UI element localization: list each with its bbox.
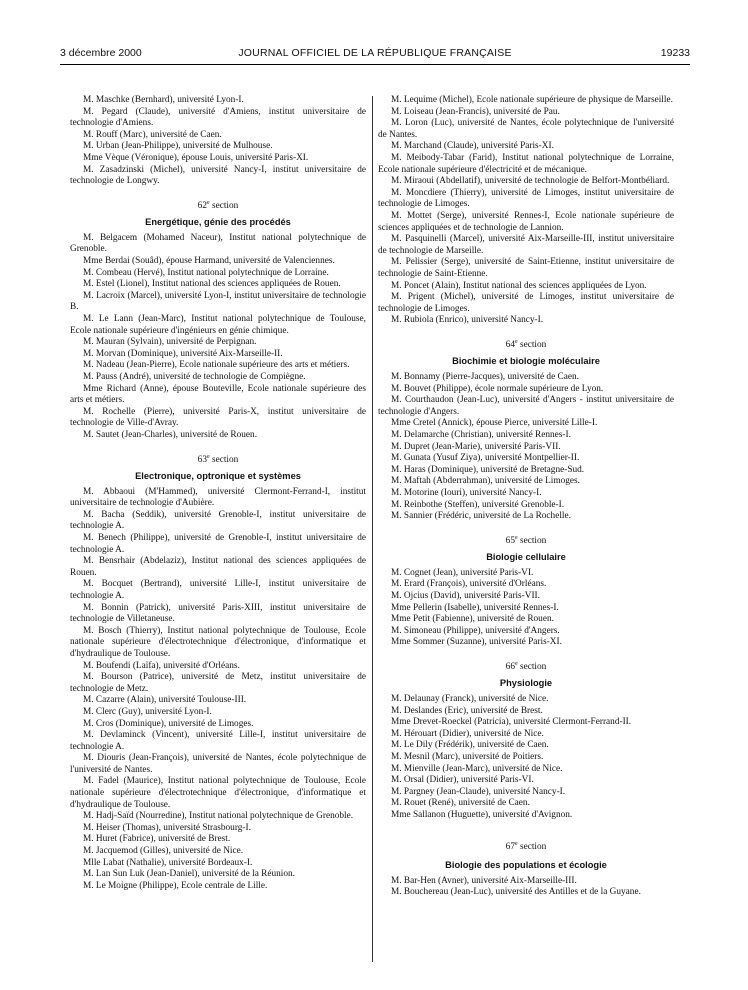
appointment-entry: M. Erard (François), université d'Orléans.	[391, 579, 547, 590]
appointment-entry: M. Le Lann (Jean-Marc), Institut national polytechnique de Toulouse, Ecole nationale supérieure d'ingénieurs en génie chimique.	[70, 314, 366, 336]
appointment-entry: M. Combeau (Hervé), Institut national polytechnique de Lorraine.	[83, 267, 329, 278]
page-header	[60, 44, 690, 62]
appointment-entry: M. Rochelle (Pierre), université Paris-X, institut universitaire de technologie de Ville-d'Avray.	[70, 406, 366, 429]
appointment-entry: M. Miraoui (Abdellatif), université de technologie de Belfort-Montbéliard.	[391, 176, 670, 187]
header-date: 3 décembre 2000	[60, 47, 142, 59]
appointment-entry: M. Bosch (Thierry), Institut national polytechnique de Toulouse, Ecole nationale supérieure d'électrotechnique d'électronique, d'informatique et d'hydraulique de Toulouse.	[70, 625, 366, 659]
appointment-entry: M. Bocquet (Bertrand), université Lille-I, institut universitaire de technologie A.	[70, 579, 366, 601]
right-intro-list	[378, 95, 674, 327]
appointment-entry: M. Huret (Fabrice), université de Brest.	[83, 834, 231, 845]
appointment-entry: M. Delaunay (Franck), université de Nice.	[391, 694, 549, 705]
appointment-entry: M. Mesnil (Marc), université de Poitiers.	[391, 752, 544, 762]
appointment-entry: M. Estel (Lionel), Institut national des sciences appliquées de Rouen.	[83, 279, 341, 290]
appointment-entry: M. Belgacem (Mohamed Naceur), Institut national polytechnique de Grenoble.	[70, 232, 366, 255]
column-divider	[372, 96, 373, 962]
appointment-entry: M. Boufendi (Laïfa), université d'Orléans.	[83, 660, 240, 671]
section-title-62: Energétique, génie des procédés	[145, 216, 291, 227]
appointment-entry: M. Bouchereau (Jean-Luc), université des Antilles et de la Guyane.	[391, 887, 641, 898]
section-title-63: Electronique, optronique et systèmes	[135, 470, 301, 481]
appointment-entry: M. Jacquemod (Gilles), université de Nice.	[83, 846, 244, 857]
appointment-entry: M. Delamarche (Christian), université Rennes-I.	[391, 429, 571, 440]
appointment-entry: M. Clerc (Guy), université Lyon-I.	[83, 706, 212, 717]
appointment-entry: M. Le Dily (Frédérik), université de Caen.	[391, 740, 549, 751]
appointment-entry: M. Bonnin (Patrick), université Paris-XIII, institut universitaire de technologie de Villetaneuse.	[70, 602, 366, 625]
appointment-entry: Mlle Labat (Nathalie), université Bordeaux-I.	[83, 857, 253, 868]
appointment-entry: M. Abbaoui (M'Hammed), université Clermont-Ferrand-I, institut universitaire de technologie d'Aubière.	[70, 486, 366, 509]
appointment-entry: M. Gunata (Yusuf Ziya), université Montpellier-II.	[391, 453, 580, 464]
appointment-entry: M. Bourson (Patrice), université de Metz, institut universitaire de technologie de Metz.	[70, 672, 366, 694]
appointment-entry: M. Cazarre (Alain), université Toulouse-III.	[83, 695, 247, 706]
appointment-entry: M. Moncdiere (Thierry), université de Limoges, institut universitaire de technologie de Limoges.	[378, 187, 674, 210]
appointment-entry: Mme Sallanon (Huguette), université d'Avignon.	[391, 809, 573, 820]
appointment-entry: M. Benech (Philippe), université de Grenoble-I, institut universitaire de technologie A.	[70, 533, 366, 555]
appointment-entry: Mme Richard (Anne), épouse Bouteville, Ecole nationale supérieure des arts et métiers.	[70, 383, 366, 406]
appointment-entry: M. Meibody-Tabar (Farid), Institut national polytechnique de Lorraine, Ecole nationale supérieure d'électricité et de mécanique.	[378, 152, 674, 175]
appointment-entry: M. Haras (Dominique), université de Bretagne-Sud.	[391, 464, 585, 475]
appointment-entry: Mme Vèque (Véronique), épouse Louis, université Paris-XI.	[83, 152, 309, 163]
appointment-entry: M. Hadj-Saïd (Nourredine), Institut national polytechnique de Grenoble.	[83, 811, 354, 822]
section-heading-66: 66e section	[505, 660, 547, 673]
header-rule	[60, 64, 690, 65]
appointment-entry: M. Pelissier (Serge), université de Saint-Etienne, institut universitaire de technologie de Saint-Etienne.	[378, 257, 674, 279]
left-intro-list	[70, 95, 366, 188]
section-title-65: Biologie cellulaire	[486, 551, 566, 562]
section-67-list	[378, 876, 674, 899]
section-heading-65: 65e section	[505, 534, 547, 546]
appointment-entry: M. Rouet (René), université de Caen.	[391, 798, 530, 809]
section-title-67: Biologie des populations et écologie	[445, 859, 607, 870]
section-heading-67: 67e section	[505, 840, 547, 852]
appointment-entry: M. Mauran (Sylvain), université de Perpignan.	[83, 337, 257, 348]
appointment-entry: M. Heiser (Thomas), université Strasbourg-I.	[83, 822, 251, 833]
appointment-entry: M. Deslandes (Eric), université de Brest.	[391, 705, 543, 716]
appointment-entry: M. Pasquinelli (Marcel), université Aix-Marseille-III, institut universitaire de technologie de Marseille.	[378, 234, 674, 256]
appointment-entry: M. Loron (Luc), université de Nantes, école polytechnique de l'université de Nantes.	[378, 118, 674, 140]
section-66-list	[378, 694, 674, 822]
appointment-entry: M. Maschke (Bernhard), université Lyon-I.	[83, 95, 244, 105]
appointment-entry: M. Lan Sun Luk (Jean-Daniel), université de la Réunion.	[83, 869, 295, 880]
appointment-entry: M. Morvan (Dominique), université Aix-Marseille-II.	[83, 348, 283, 359]
appointment-entry: M. Mottet (Serge), université Rennes-I, Ecole nationale supérieure de sciences appliquées et de technologie de Lannion.	[378, 210, 674, 233]
appointment-entry: M. Le Moigne (Philippe), Ecole centrale de Lille.	[83, 880, 268, 891]
section-title-66: Physiologie	[499, 678, 553, 689]
appointment-entry: M. Pauss (André), université de technologie de Compiègne.	[83, 371, 306, 382]
appointment-entry: M. Bonnamy (Pierre-Jacques), université de Caen.	[391, 371, 579, 382]
section-62-list	[70, 233, 366, 442]
appointment-entry: Mme Drevet-Roeckel (Patricia), université Clermont-Ferrand-II.	[391, 717, 632, 728]
appointment-entry: M. Maftah (Abderrahman), université de Limoges.	[391, 476, 580, 487]
appointment-entry: M. Ojcius (David), université Paris-VII.	[391, 590, 540, 601]
appointment-entry: M. Reinbothe (Steffen), université Grenoble-I.	[391, 499, 565, 510]
appointment-entry: M. Rubiola (Enrico), université Nancy-I.	[391, 315, 544, 326]
section-heading-63: 63e section	[197, 453, 239, 465]
appointment-entry: M. Bensrhair (Abdelaziz), Institut national des sciences appliquées de Rouen.	[70, 556, 366, 578]
appointment-entry: M. Sannier (Frédéric, université de La Rochelle.	[391, 511, 571, 522]
appointment-entry: M. Lequime (Michel), Ecole nationale supérieure de physique de Marseille.	[391, 95, 673, 105]
appointment-entry: M. Lacroix (Marcel), université Lyon-I, institut universitaire de technologie B.	[70, 290, 366, 313]
appointment-entry: M. Pargney (Jean-Claude), université Nancy-I.	[391, 786, 566, 797]
appointment-entry: M. Motorine (Iouri), université Nancy-I.	[391, 487, 542, 498]
appointment-entry: M. Cros (Dominique), université de Limoges.	[83, 718, 254, 729]
right-column	[378, 95, 674, 899]
appointment-entry: M. Diouris (Jean-François), université de Nantes, école polytechnique de l'université de Nantes.	[70, 753, 366, 775]
appointment-entry: Mme Sommer (Suzanne), université Paris-XI.	[391, 637, 562, 648]
appointment-entry: M. Mienville (Jean-Marc), université de Nice.	[391, 763, 563, 774]
appointment-entry: M. Urban (Jean-Philippe), université de Mulhouse.	[83, 141, 273, 152]
section-64-list	[378, 372, 674, 523]
appointment-entry: M. Rouff (Marc), université de Caen.	[83, 129, 222, 140]
appointment-entry: M. Loiseau (Jean-Francis), université de Pau.	[391, 106, 560, 117]
appointment-entry: M. Bacha (Seddik), université Grenoble-I, institut universitaire de technologie A.	[70, 509, 366, 532]
appointment-entry: Mme Petit (Fabienne), université de Rouen.	[391, 614, 554, 625]
appointment-entry: M. Simoneau (Philippe), université d'Angers.	[391, 625, 560, 636]
appointment-entry: M. Pegard (Claude), université d'Amiens, institut universitaire de technologie d'Amiens.	[70, 106, 366, 129]
appointment-entry: M. Cognet (Jean), université Paris-VI.	[391, 567, 534, 578]
page-number: 19233	[660, 47, 690, 59]
appointment-entry: Mme Pellerin (Isabelle), université Rennes-I.	[391, 602, 559, 613]
section-63-list	[70, 487, 366, 893]
left-column	[70, 95, 366, 892]
appointment-entry: Mme Cretel (Annick), épouse Pierce, université Lille-I.	[391, 418, 598, 429]
appointment-entry: M. Marchand (Claude), université Paris-XI.	[391, 141, 554, 152]
appointment-entry: M. Hérouart (Didier), université de Nice.	[391, 728, 544, 739]
appointment-entry: M. Nadeau (Jean-Pierre), Ecole nationale supérieure des arts et métiers.	[83, 360, 350, 371]
appointment-entry: M. Prigent (Michel), université de Limoges, institut universitaire de technologie de Limoges.	[378, 292, 674, 314]
section-title-64: Biochimie et biologie moléculaire	[452, 355, 600, 366]
appointment-entry: M. Zasadzinski (Michel), université Nancy-I, institut universitaire de technologie de Longwy.	[70, 164, 366, 187]
section-heading-62: 62e section	[197, 199, 239, 211]
appointment-entry: M. Bar-Hen (Avner), université Aix-Marseille-III.	[391, 875, 577, 886]
appointment-entry: M. Courthaudon (Jean-Luc), université d'Angers - institut universitaire de technologie d'Angers.	[378, 395, 674, 417]
appointment-entry: M. Bouvet (Philippe), école normale supérieure de Lyon.	[391, 383, 604, 394]
header-title: JOURNAL OFFICIEL DE LA RÉPUBLIQUE FRANÇAISE	[238, 47, 512, 59]
appointment-entry: M. Devlaminck (Vincent), université Lille-I, institut universitaire de technologie A.	[70, 730, 366, 752]
appointment-entry: M. Fadel (Maurice), Institut national polytechnique de Toulouse, Ecole nationale supérieure d'électrotechnique d'électronique, d'informatique et d'hydraulique de Toulouse.	[70, 776, 366, 810]
section-heading-64: 64e section	[505, 338, 547, 350]
appointment-entry: M. Sautet (Jean-Charles), université de Rouen.	[83, 429, 258, 440]
appointment-entry: M. Dupret (Jean-Marie), université Paris-VII.	[391, 441, 561, 452]
section-65-list	[378, 568, 674, 649]
appointment-entry: Mme Berdai (Souâd), épouse Harmand, université de Valenciennes.	[83, 256, 335, 267]
appointment-entry: M. Orsal (Didier), université Paris-VI.	[391, 775, 534, 786]
appointment-entry: M. Poncet (Alain), Institut national des sciences appliquées de Lyon.	[391, 280, 647, 291]
